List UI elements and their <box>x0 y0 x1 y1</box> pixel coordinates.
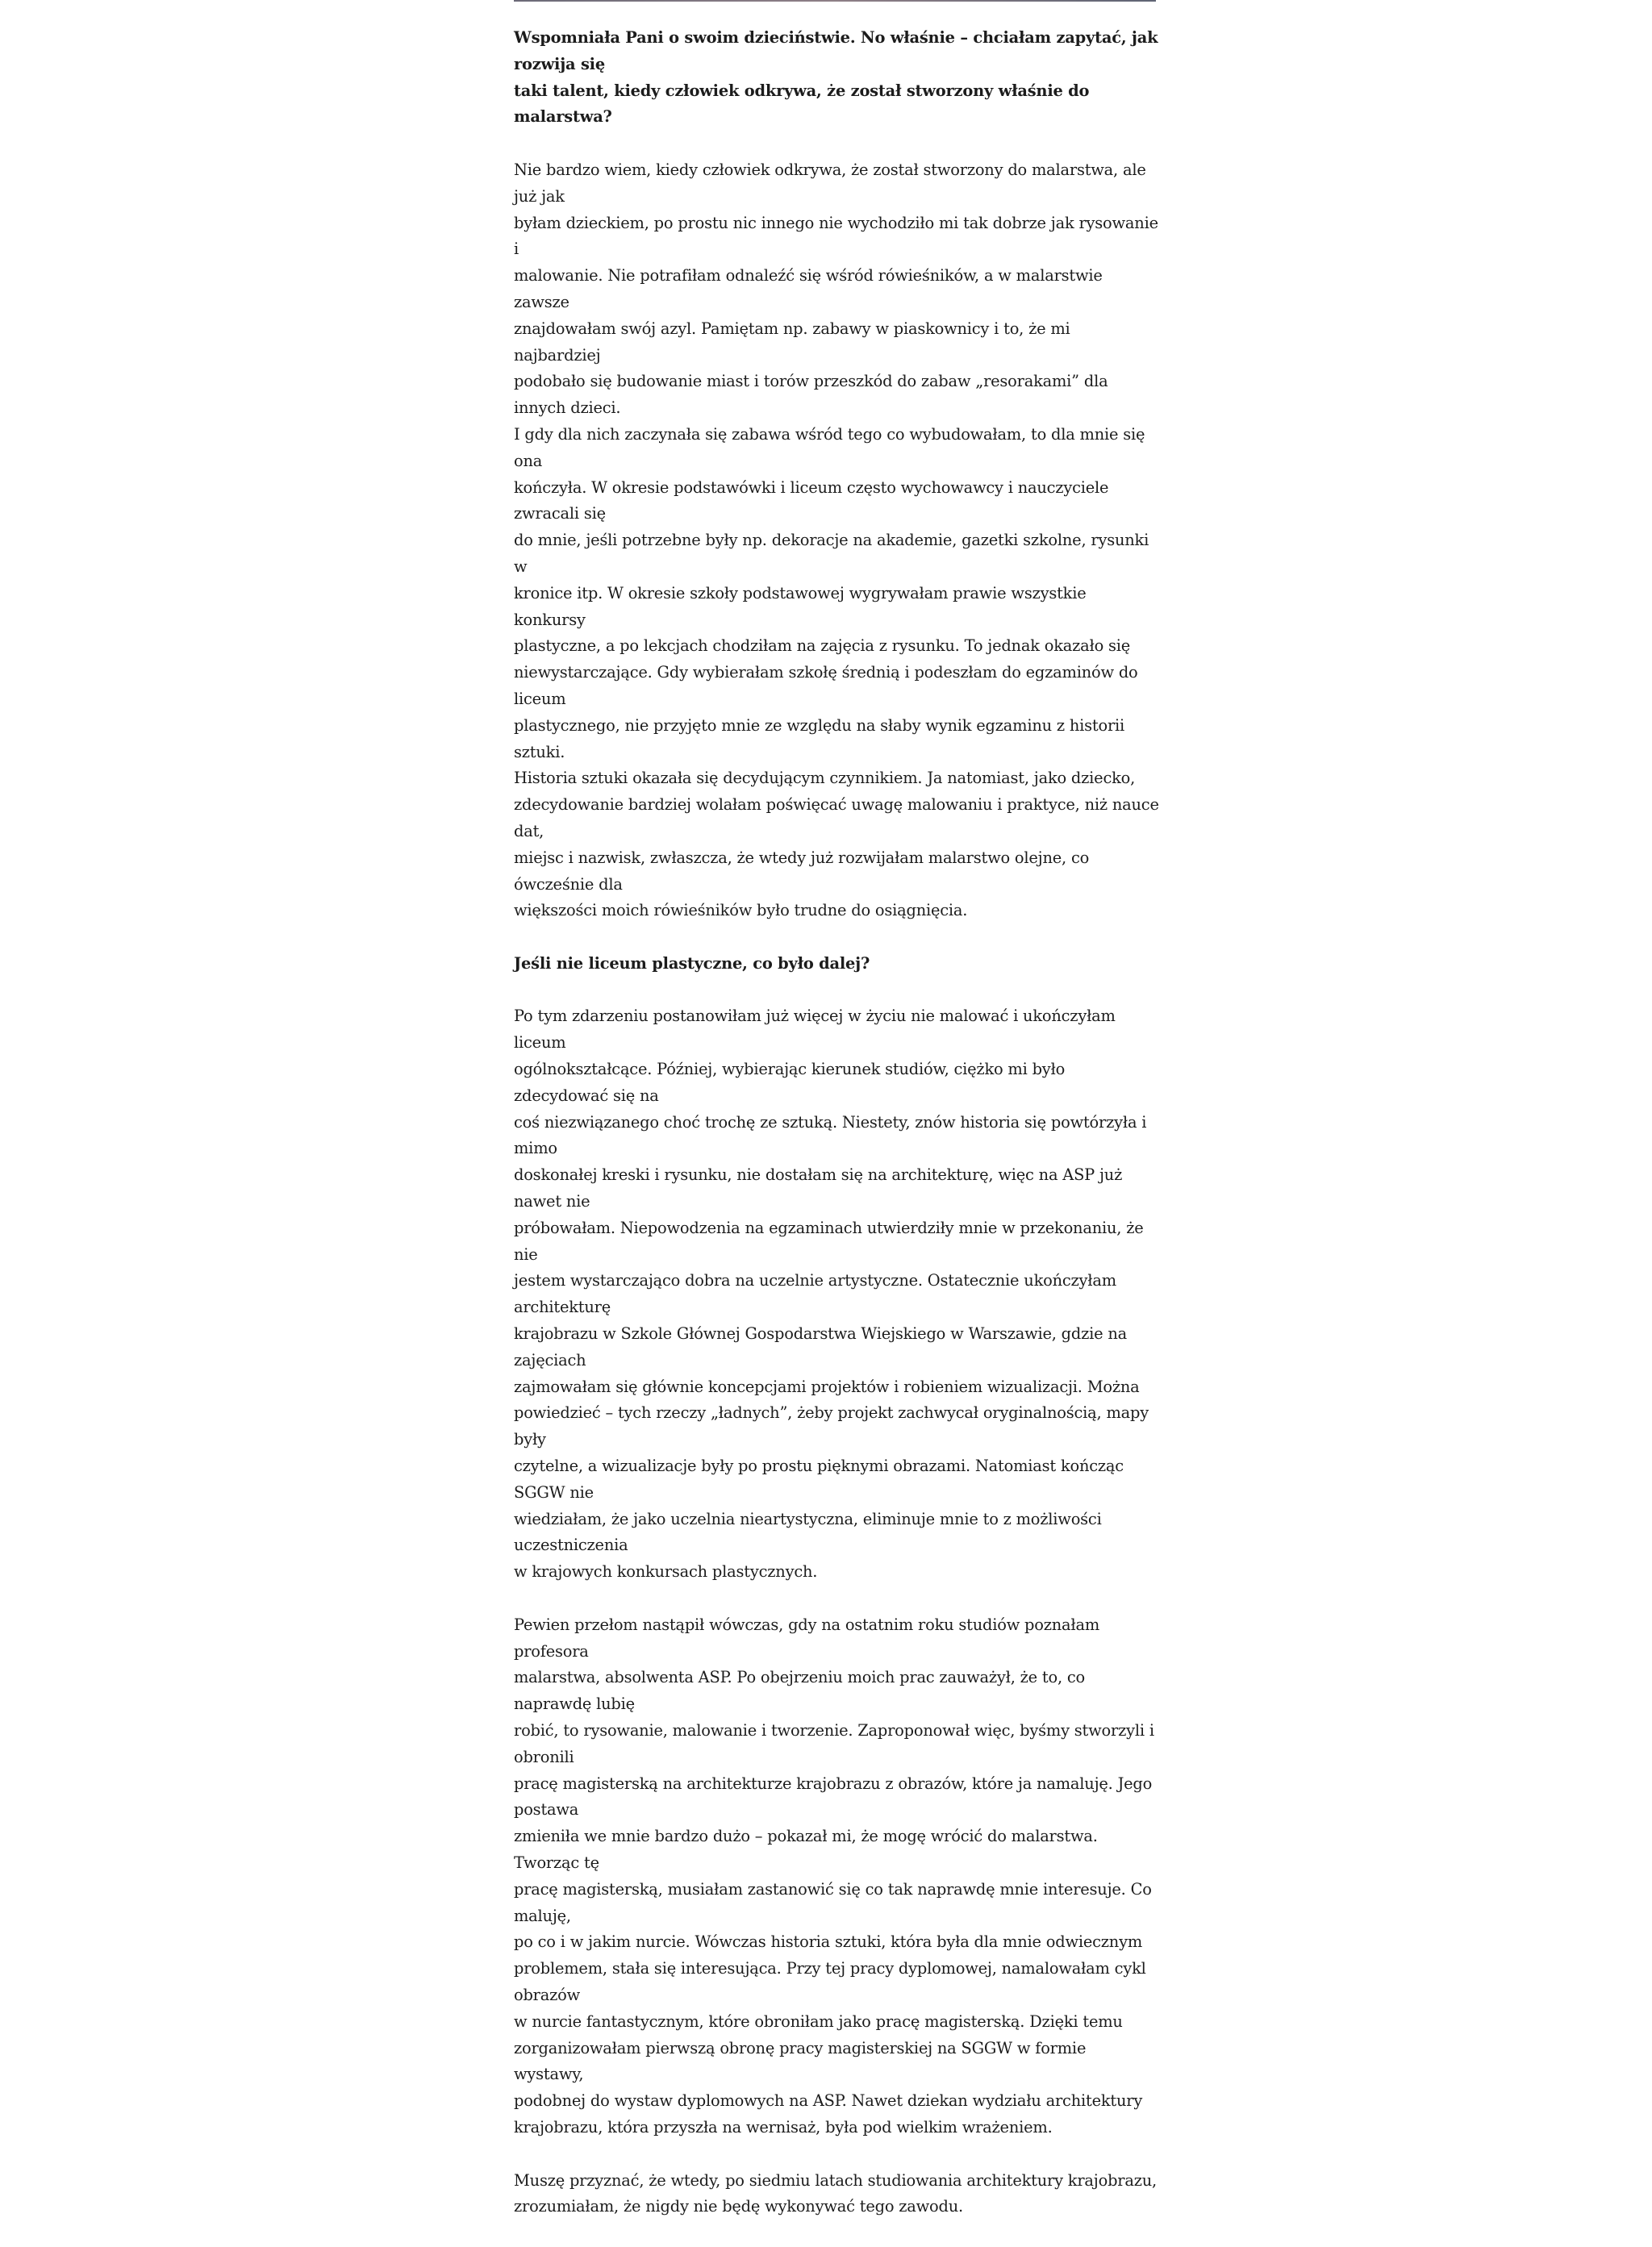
text-line: doskonałej kreski i rysunku, nie dostałam się na architekturę, więc na ASP już nawet nie <box>514 1165 1123 1211</box>
text-line: krajobrazu, która przyszła na wernisaż, była pod wielkim wrażeniem. <box>514 2117 1053 2137</box>
text-line: plastyczne, a po lekcjach chodziłam na zajęcia z rysunku. To jednak okazało się <box>514 636 1131 656</box>
text-line: Po tym zdarzeniu postanowiłam już więcej w życiu nie malować i ukończyłam liceum <box>514 1007 1116 1053</box>
text-line: kończyła. W okresie podstawówki i liceum często wychowawcy i nauczyciele zwracali się <box>514 477 1109 523</box>
interview-answer-conclusion <box>514 2168 1159 2221</box>
text-line: czytelne, a wizualizacje były po prostu pięknymi obrazami. Natomiast kończąc SGGW nie <box>514 1457 1124 1502</box>
text-line: plastycznego, nie przyjęto mnie ze względu na słaby wynik egzaminu z historii sztuki. <box>514 715 1125 761</box>
text-line: kronice itp. W okresie szkoły podstawowej wygrywałam prawie wszystkie konkursy <box>514 583 1087 629</box>
text-line: malowanie. Nie potrafiłam odnaleźć się wśród rówieśników, a w malarstwie zawsze <box>514 266 1103 311</box>
text-line: niewystarczające. Gdy wybierałam szkołę średnią i podeszłam do egzaminów do liceum <box>514 663 1138 708</box>
text-line: próbowałam. Niepowodzenia na egzaminach utwierdziły mnie w przekonaniu, że nie <box>514 1218 1144 1264</box>
text-line: jestem wystarczająco dobra na uczelnie artystyczne. Ostatecznie ukończyłam architekturę <box>514 1271 1116 1317</box>
text-line: Historia sztuki okazała się decydującym czynnikiem. Ja natomiast, jako dziecko, <box>514 769 1136 788</box>
text-line: krajobrazu w Szkole Głównej Gospodarstwa Wiejskiego w Warszawie, gdzie na zajęciach <box>514 1324 1128 1369</box>
interview-answer-childhood <box>514 157 1159 924</box>
text-line: znajdowałam swój azyl. Pamiętam np. zabawy w piaskownicy i to, że mi najbardziej <box>514 319 1070 365</box>
text-line: malarstwa, absolwenta ASP. Po obejrzeniu moich prac zauważył, że to, co naprawdę lubię <box>514 1668 1086 1714</box>
interview-question-childhood <box>514 25 1159 131</box>
article-body <box>514 25 1159 2247</box>
text-line: Muszę przyznać, że wtedy, po siedmiu latach studiowania architektury krajobrazu, <box>514 2170 1157 2190</box>
interview-question-after-school <box>514 951 1159 978</box>
text-line: Jeśli nie liceum plastyczne, co było dalej? <box>514 953 870 973</box>
text-line: zdecydowanie bardziej wolałam poświęcać uwagę malowaniu i praktyce, niż nauce dat, <box>514 795 1159 840</box>
text-line: podobnej do wystaw dyplomowych na ASP. Nawet dziekan wydziału architektury <box>514 2091 1143 2111</box>
text-line: w krajowych konkursach plastycznych. <box>514 1562 818 1582</box>
text-line: zrozumiałam, że nigdy nie będę wykonywać tego zawodu. <box>514 2197 963 2216</box>
text-line: zajmowałam się głównie koncepcjami projektów i robieniem wizualizacji. Można <box>514 1377 1140 1396</box>
text-line: ogólnokształcące. Później, wybierając kierunek studiów, ciężko mi było zdecydować się na <box>514 1060 1066 1105</box>
text-line: robić, to rysowanie, malowanie i tworzenie. Zaproponował więc, byśmy stworzyli i obronili <box>514 1721 1154 1766</box>
text-line: Wspomniała Pani o swoim dzieciństwie. No właśnie – chciałam zapytać, jak rozwija się <box>514 28 1158 73</box>
text-line: powiedzieć – tych rzeczy „ładnych”, żeby projekt zachwycał oryginalnością, mapy były <box>514 1403 1149 1449</box>
text-line: I gdy dla nich zaczynała się zabawa wśród tego co wybudowałam, to dla mnie się ona <box>514 424 1145 470</box>
text-line: zorganizowałam pierwszą obronę pracy magisterskiej na SGGW w formie wystawy, <box>514 2038 1087 2084</box>
text-line: zmieniła we mnie bardzo dużo – pokazał mi, że mogę wrócić do malarstwa. Tworząc tę <box>514 1827 1098 1872</box>
text-line: podobało się budowanie miast i torów przeszkód do zabaw „resorakami” dla innych dzieci. <box>514 372 1108 418</box>
text-line: do mnie, jeśli potrzebne były np. dekoracje na akademie, gazetki szkolne, rysunki w <box>514 531 1149 576</box>
text-line: Pewien przełom nastąpił wówczas, gdy na ostatnim roku studiów poznałam profesora <box>514 1615 1100 1661</box>
text-line: Nie bardzo wiem, kiedy człowiek odkrywa, że został stworzony do malarstwa, ale już jak <box>514 160 1146 206</box>
text-line: większości moich rówieśników było trudne do osiągnięcia. <box>514 901 968 920</box>
interview-answer-studies <box>514 1003 1159 1586</box>
text-line: pracę magisterską, musiałam zastanowić się co tak naprawdę mnie interesuje. Co maluję, <box>514 1879 1152 1925</box>
header-image-edge <box>514 0 1156 2</box>
text-line: w nurcie fantastycznym, które obroniłam jako pracę magisterską. Dzięki temu <box>514 2011 1123 2031</box>
text-line: byłam dzieckiem, po prostu nic innego nie wychodziło mi tak dobrze jak rysowanie i <box>514 213 1158 259</box>
text-line: taki talent, kiedy człowiek odkrywa, że został stworzony właśnie do malarstwa? <box>514 81 1090 127</box>
text-line: wiedziałam, że jako uczelnia nieartystyczna, eliminuje mnie to z możliwości uczestniczenia <box>514 1509 1102 1555</box>
text-line: miejsc i nazwisk, zwłaszcza, że wtedy już rozwijałam malarstwo olejne, co ówcześnie dla <box>514 848 1090 894</box>
text-line: coś niezwiązanego choć trochę ze sztuką. Niestety, znów historia się powtórzyła i mimo <box>514 1112 1147 1158</box>
text-line: problemem, stała się interesująca. Przy tej pracy dyplomowej, namalowałam cykl obrazów <box>514 1959 1146 2004</box>
interview-answer-turning-point <box>514 1612 1159 2141</box>
text-line: pracę magisterską na architekturze krajobrazu z obrazów, które ja namaluję. Jego postawa <box>514 1774 1153 1820</box>
text-line: po co i w jakim nurcie. Wówczas historia sztuki, która była dla mnie odwiecznym <box>514 1932 1143 1952</box>
